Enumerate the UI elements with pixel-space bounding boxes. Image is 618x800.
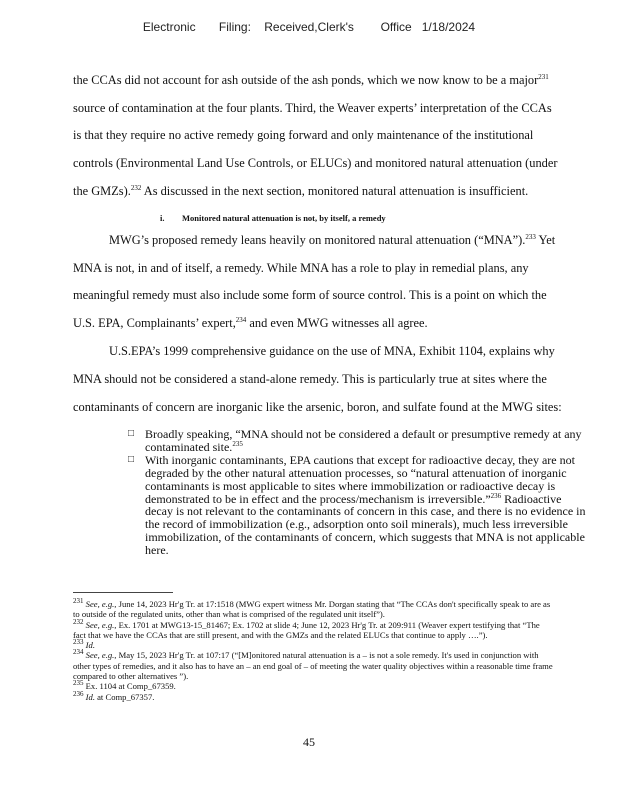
footnote-233 xyxy=(73,640,553,650)
footnote-ref-232[interactable]: 232 xyxy=(130,183,142,192)
body-line: controls (Environmental Land Use Controls, or ELUCs) and monitored natural attenuation (under xyxy=(73,156,558,170)
footnote-231 xyxy=(73,599,553,620)
body-line: As discussed in the next section, monitored natural attenuation is insufficient. xyxy=(141,184,529,198)
body-line: Yet xyxy=(535,233,556,247)
footnote-number: 234 xyxy=(73,648,84,657)
electronic-filing-header: Electronic Filing: Received,Clerk's Office 1/18/2024 xyxy=(142,20,476,34)
footnote-number: 235 xyxy=(73,679,84,688)
subheading-text: Monitored natural attenuation is not, by itself, a remedy xyxy=(182,213,386,223)
bullet-marker-icon: □ xyxy=(128,428,135,439)
signal-text: Id. xyxy=(85,640,95,651)
bullet-text: Radioactive decay is not relevant to the contaminants of concern in this case, and there is no evidence in the record of immobilization (e.g., adsorption onto soil minerals), much less irreversible immobilization, of the contaminants of concern, which suggests that MNA is not applicable here. xyxy=(145,491,586,558)
footnote-number: 231 xyxy=(73,597,84,606)
body-line: U.S. EPA, Complainants’ expert, xyxy=(73,316,236,330)
footnote-text: , June 14, 2023 Hr'g Tr. at 17:1518 (MWG expert witness Mr. Dorgan stating that “The CCAs don't specifically speak to are as to outside of the regulated units, other than what is comprised of the regulated unit itself”). xyxy=(73,599,551,620)
footnote-ref-235[interactable]: 235 xyxy=(232,439,243,448)
body-line: MWG’s proposed remedy leans heavily on monitored natural attenuation (“MNA”). xyxy=(109,233,526,247)
footnote-ref-234[interactable]: 234 xyxy=(235,315,247,324)
bullet-text: Broadly speaking, “MNA should not be considered a default or presumptive remedy at any contaminated site. xyxy=(145,427,582,454)
page-number: 45 xyxy=(303,735,315,749)
body-line: source of contamination at the four plants. Third, the Weaver experts’ interpretation of the CCAs xyxy=(73,101,552,115)
section-subheading xyxy=(160,213,386,223)
footnote-divider xyxy=(73,592,173,593)
bullet-item xyxy=(128,428,588,454)
body-line: meaningful remedy must also include some form of source control. This is a point on which the xyxy=(73,288,547,302)
footnote-ref-236[interactable]: 236 xyxy=(490,491,502,500)
signal-text: Id. xyxy=(85,691,95,702)
footnote-232 xyxy=(73,617,553,641)
footnotes xyxy=(73,599,553,702)
signal-text: See, e.g. xyxy=(85,599,115,609)
body-line: contaminants of concern are inorganic like the arsenic, boron, and sulfate found at the MWG sites: xyxy=(73,400,562,414)
bullet-list xyxy=(128,428,588,557)
footnote-text: , May 15, 2023 Hr'g Tr. at 107:17 (“[M]onitored natural attenuation is a – is not a sole remedy. It's used in conjunction with other types of remedies, and it also has to have an – an end goal of – of meeting the water quality objectives within a reasonable time frame compared to other alternatives ”). xyxy=(73,650,553,682)
body-line: MNA is not, in and of itself, a remedy. While MNA has a role to play in remedial plans, any xyxy=(73,261,529,275)
subheading-number: i. xyxy=(160,213,165,223)
footnote-number: 236 xyxy=(73,689,84,698)
body-line: the GMZs). xyxy=(73,184,131,198)
footnote-236 xyxy=(73,689,553,702)
bullet-item xyxy=(128,454,588,557)
footnote-ref-233[interactable]: 233 xyxy=(525,232,536,241)
footnote-text: , Ex. 1701 at MWG13-15_81467; Ex. 1702 at slide 4; June 12, 2023 Hr'g Tr. at 209:911 (Weaver expert testifying that “The fact that we have the CCAs that are still present, and with the GMZs and the related ELUCs that continue to apply ….”). xyxy=(73,619,540,640)
footnote-number: 233 xyxy=(73,638,84,647)
body-line: and even MWG witnesses all agree. xyxy=(246,316,428,330)
signal-text: See, e.g. xyxy=(85,619,115,630)
footnote-text: Ex. 1104 at Comp_67359. xyxy=(85,681,176,692)
footnote-ref-231[interactable]: 231 xyxy=(538,72,549,81)
footnote-number: 232 xyxy=(73,617,84,626)
body-line: U.S.EPA’s 1999 comprehensive guidance on the use of MNA, Exhibit 1104, explains why xyxy=(109,344,555,358)
bullet-marker-icon: □ xyxy=(128,453,135,465)
signal-text: See, e.g. xyxy=(85,650,115,661)
bullet-text: With inorganic contaminants, EPA cautions that except for radioactive decay, they are not degraded by the other natural attenuation processes, so “natural attenuation of inorganic contaminants is most applicable to sites where immobilization or radioactive decay is demonstrated to be in effect and the process/mechanism is irreversible.” xyxy=(145,452,575,506)
body-line: MNA should not be considered a stand-alone remedy. This is particularly true at sites where the xyxy=(73,372,547,386)
footnote-234 xyxy=(73,650,553,681)
footnote-235 xyxy=(73,681,553,691)
footnote-text: at Comp_67357. xyxy=(94,691,155,702)
body-line: is that they require no active remedy going forward and only maintenance of the institutional xyxy=(73,128,534,142)
body-line: the CCAs did not account for ash outside of the ash ponds, which we now know to be a major xyxy=(73,73,539,87)
